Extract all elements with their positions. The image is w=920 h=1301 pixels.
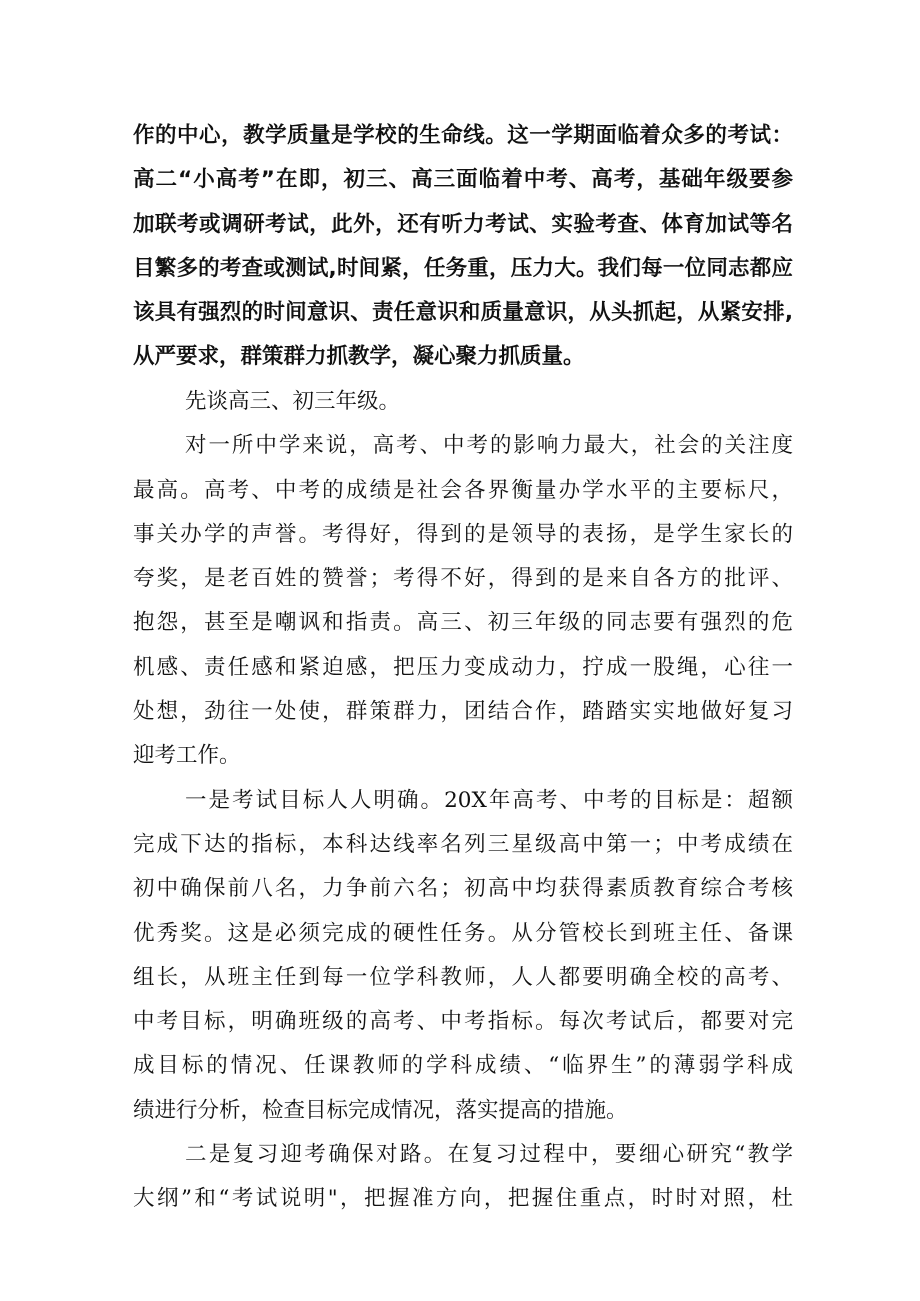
text-line: 对一所中学来说，高考、中考的影响力最大，社会的关注度 — [185, 433, 793, 459]
text-line: 处想，劲往一处使，群策群力，团结合作，踏踏实实地做好复习 — [133, 699, 793, 725]
text-line: 事关办学的声誉。考得好，得到的是领导的表扬，是学生家长的 — [133, 521, 793, 547]
text-line: 最高。高考、中考的成绩是社会各界衡量办学水平的主要标尺， — [133, 477, 793, 503]
text-line: 一是考试目标人人明确。20X年高考、中考的目标是：超额 — [185, 787, 793, 813]
text-line: 完成下达的指标，本科达线率名列三星级高中第一；中考成绩在 — [133, 831, 793, 857]
paragraph-review-approach — [133, 1133, 793, 1222]
text-line: 迎考工作。 — [133, 743, 241, 769]
text-line: 高二“小高考”在即，初三、高三面临着中考、高考，基础年级要参 — [133, 167, 793, 193]
text-line: 先谈高三、初三年级。 — [185, 389, 401, 414]
text-line: 夸奖，是老百姓的赞誉；考得不好，得到的是来自各方的批评、 — [133, 566, 793, 592]
text-line: 二是复习迎考确保对路。在复习过程中，要细心研究“教学 — [185, 1142, 793, 1168]
paragraph-exam-goals — [133, 779, 793, 1133]
text-line: 组长，从班主任到每一位学科教师，人人都要明确全校的高考、 — [133, 964, 793, 990]
text-line: 初中确保前八名，力争前六名；初高中均获得素质教育综合考核 — [133, 876, 793, 902]
paragraph-exam-importance — [133, 424, 793, 778]
text-line: 从严要求，群策群力抓教学，凝心聚力抓质量。 — [133, 344, 585, 370]
text-line: 大纲”和“考试说明"，把握准方向，把握住重点，时时对照，杜 — [133, 1186, 793, 1212]
text-line: 作的中心，教学质量是学校的生命线。这一学期面临着众多的考试： — [133, 123, 793, 148]
text-line: 目繁多的考查或测试,时间紧，任务重，压力大。我们每一位同志都应 — [133, 255, 793, 281]
text-line: 中考目标，明确班级的高考、中考指标。每次考试后，都要对完 — [133, 1009, 793, 1035]
intro-paragraph — [133, 114, 793, 380]
paragraph-grade-intro — [133, 380, 793, 424]
text-line: 加联考或调研考试，此外，还有听力考试、实验考查、体育加试等名 — [133, 211, 793, 237]
text-line: 成目标的情况、任课教师的学科成绩、“临界生”的薄弱学科成 — [133, 1053, 793, 1079]
text-line: 绩进行分析，检查目标完成情况，落实提高的措施。 — [133, 1097, 628, 1123]
text-line: 机感、责任感和紧迫感，把压力变成动力，拧成一股绳，心往一 — [133, 654, 793, 680]
text-line: 抱怨，甚至是嘲讽和指责。高三、初三年级的同志要有强烈的危 — [133, 610, 793, 636]
text-line: 该具有强烈的时间意识、责任意识和质量意识，从头抓起，从紧安排, — [133, 300, 793, 326]
body-text — [133, 380, 793, 1222]
text-line: 优秀奖。这是必须完成的硬性任务。从分管校长到班主任、备课 — [133, 920, 793, 946]
